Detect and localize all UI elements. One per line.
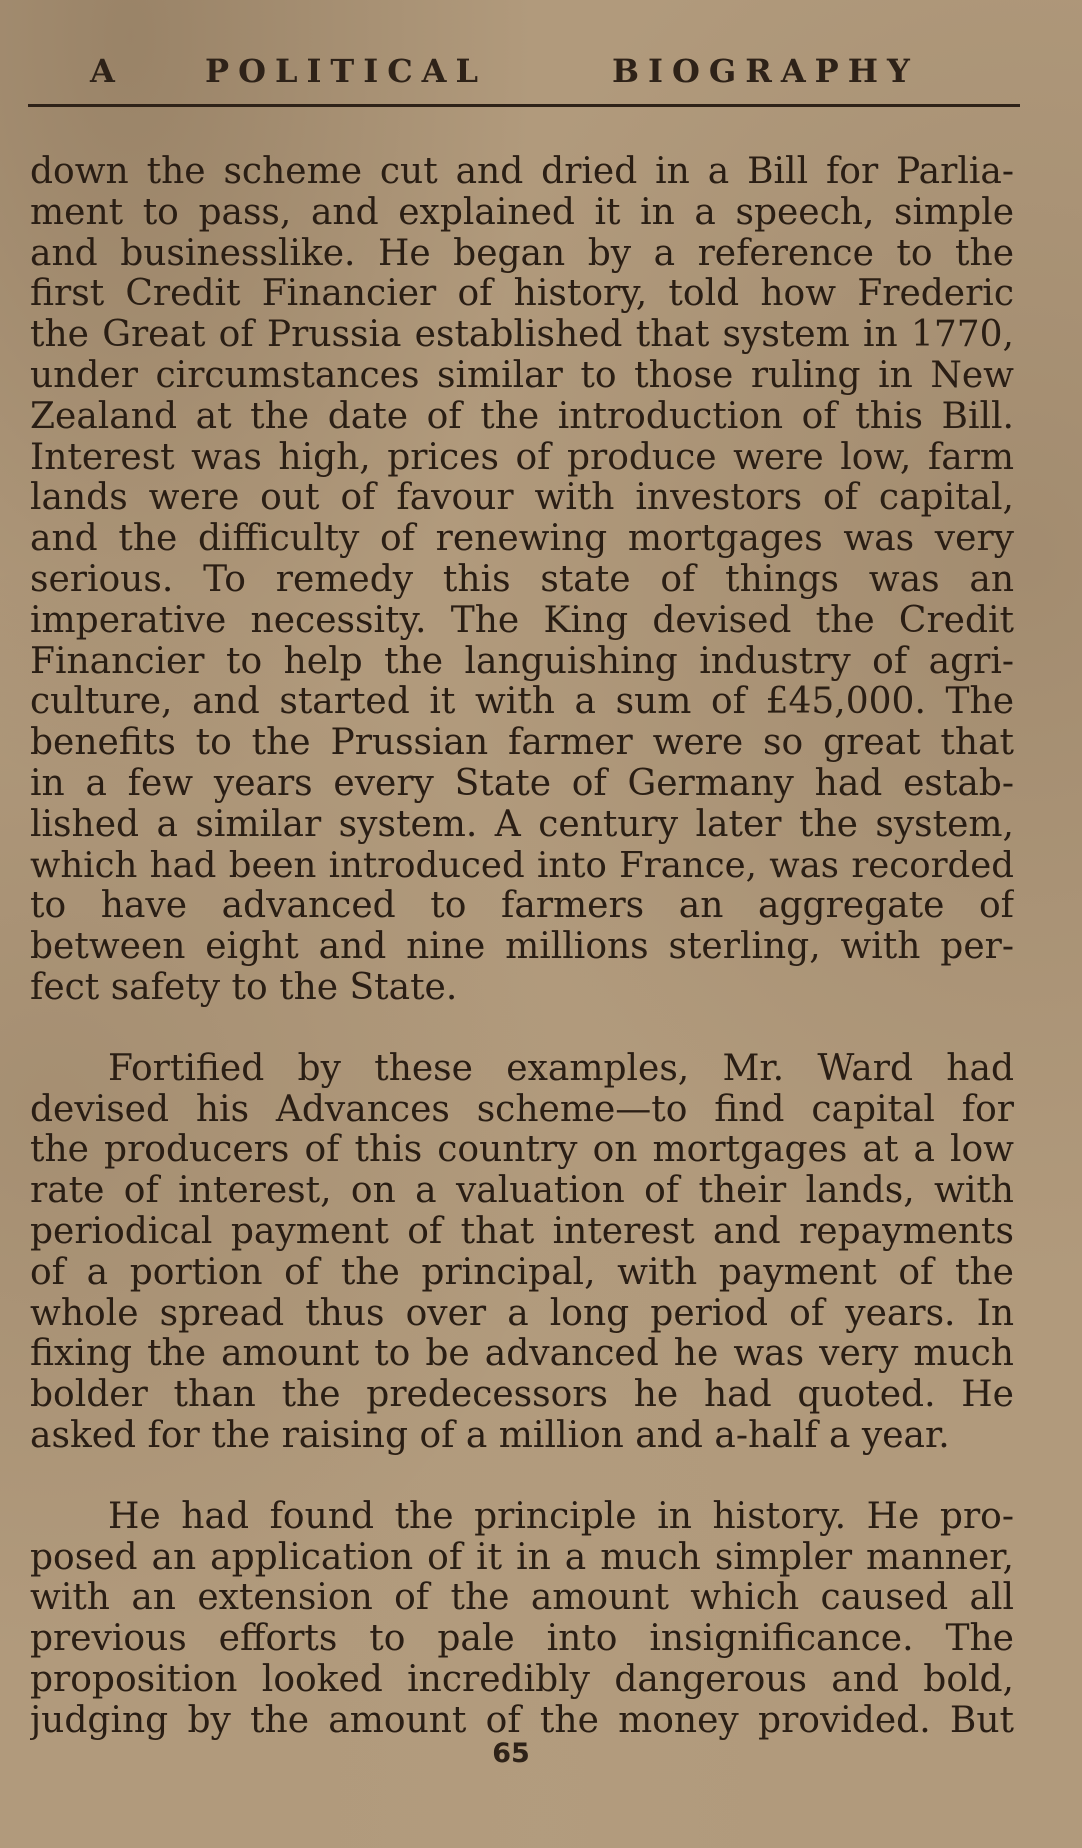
text-line: rate of interest, on a valuation of their lands, with	[30, 1171, 1014, 1212]
text-line: imperative necessity. The King devised the Credit	[30, 600, 1014, 641]
text-line: Financier to help the languishing industry of agri-	[30, 641, 1014, 682]
text-line: culture, and started it with a sum of £45,000. The	[30, 682, 1014, 723]
text-line: Zealand at the date of the introduction of this Bill.	[30, 396, 1014, 437]
text-line: benefits to the Prussian farmer were so great that	[30, 723, 1014, 764]
text-line: ment to pass, and explained it in a speech, simple	[30, 192, 1014, 233]
text-line: whole spread thus over a long period of years. In	[30, 1293, 1014, 1334]
text-line: judging by the amount of the money provided. But	[30, 1700, 1014, 1741]
body-text	[30, 152, 1014, 1741]
text-line: between eight and nine millions sterling, with per-	[30, 927, 1014, 968]
text-line: Fortified by these examples, Mr. Ward had	[108, 1048, 1014, 1089]
paragraph-3	[30, 1497, 1014, 1742]
text-line: asked for the raising of a million and a-half a year.	[30, 1415, 950, 1456]
text-line: Interest was high, prices of produce were low, farm	[30, 437, 1014, 478]
text-line: devised his Advances scheme—to find capital for	[30, 1089, 1014, 1130]
running-head	[0, 52, 1082, 102]
text-line: lished a similar system. A century later the system,	[30, 804, 1014, 845]
text-line: and the difficulty of renewing mortgages was very	[30, 519, 1014, 560]
text-line: He had found the principle in history. He pro-	[108, 1496, 1014, 1537]
paragraph-1	[30, 152, 1014, 1009]
paragraph-2	[30, 1049, 1014, 1457]
running-head-word-political: POLITICAL	[205, 52, 487, 90]
text-line: fect safety to the State.	[30, 967, 458, 1008]
text-line: under circumstances similar to those ruling in New	[30, 355, 1014, 396]
text-line: the producers of this country on mortgages at a low	[30, 1130, 1014, 1171]
text-line: down the scheme cut and dried in a Bill for Parlia-	[30, 152, 1014, 192]
text-line: posed an application of it in a much simpler manner,	[30, 1537, 1014, 1578]
text-line: in a few years every State of Germany had estab-	[30, 763, 1014, 804]
text-line: first Credit Financier of history, told how Frederic	[30, 274, 1014, 315]
text-line: and businesslike. He began by a reference to the	[30, 233, 1014, 274]
text-line: which had been introduced into France, was recorded	[30, 845, 1014, 886]
text-line: lands were out of favour with investors of capital,	[30, 478, 1014, 519]
text-line: proposition looked incredibly dangerous and bold,	[30, 1659, 1014, 1700]
running-head-word-a: A	[90, 52, 124, 90]
text-line: with an extension of the amount which caused all	[30, 1578, 1014, 1619]
text-line: the Great of Prussia established that system in 1770,	[30, 315, 1014, 356]
text-line: to have advanced to farmers an aggregate of	[30, 886, 1014, 927]
text-line: bolder than the predecessors he had quoted. He	[30, 1375, 1014, 1416]
text-line: previous efforts to pale into insignificance. The	[30, 1619, 1014, 1660]
running-head-word-biography: BIOGRAPHY	[612, 52, 919, 90]
text-line: serious. To remedy this state of things was an	[30, 559, 1014, 600]
text-line: periodical payment of that interest and repayments	[30, 1211, 1014, 1252]
page-number: 65	[492, 1738, 530, 1769]
text-line: fixing the amount to be advanced he was very much	[30, 1334, 1014, 1375]
header-rule	[28, 104, 1020, 107]
text-line: of a portion of the principal, with payment of the	[30, 1252, 1014, 1293]
